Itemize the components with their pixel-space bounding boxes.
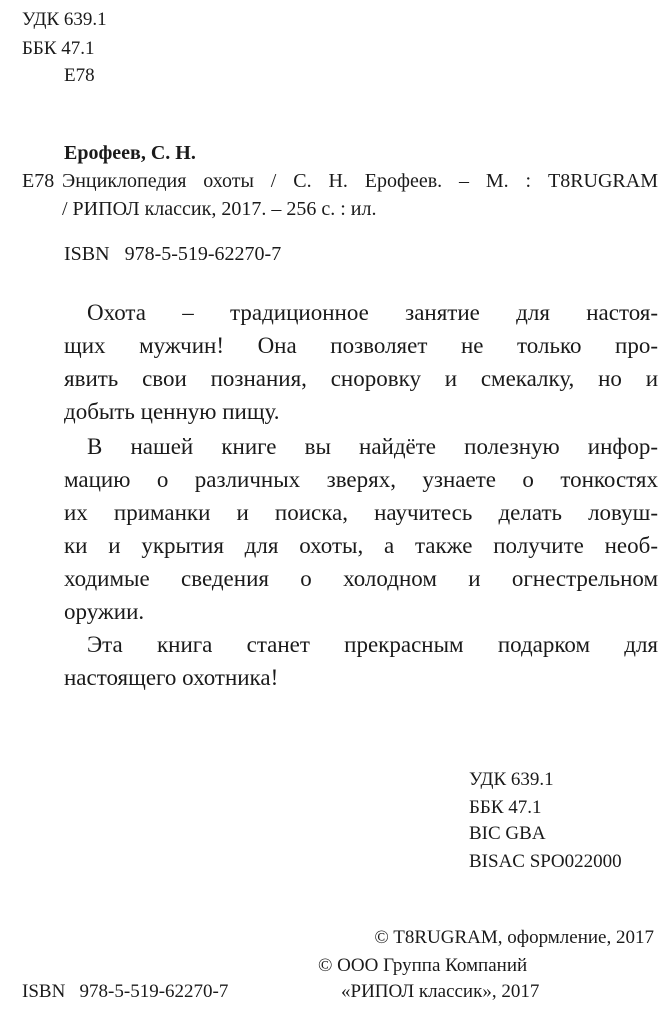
annotation-line: добыть ценную пищу. xyxy=(64,399,280,424)
footer-isbn: ISBN 978-5-519-62270-7 xyxy=(22,981,229,1002)
catalog-author-heading: Ерофеев, С. Н. xyxy=(64,142,196,164)
header-author-mark: Е78 xyxy=(64,65,95,86)
annotation-line: явить свои познания, сноровку и смекалку, но и xyxy=(64,366,658,391)
annotation-line: ки и укрытия для охоты, а также получите необ- xyxy=(64,533,658,558)
copyright-company: © ООО Группа Компаний xyxy=(318,955,528,976)
annotation-paragraph-3 xyxy=(64,628,658,694)
classification-bbk: ББК 47.1 xyxy=(469,797,542,818)
annotation-paragraph-1 xyxy=(64,296,658,428)
header-bbk: ББК 47.1 xyxy=(22,38,95,59)
copyright-publisher: «РИПОЛ классик», 2017 xyxy=(341,981,540,1002)
classification-bisac: BISAC SPO022000 xyxy=(469,851,622,872)
classification-bic: BIC GBA xyxy=(469,823,546,844)
catalog-side-mark: Е78 xyxy=(22,170,55,192)
annotation-line: Эта книга станет прекрасным подарком для xyxy=(87,632,658,657)
catalog-isbn: ISBN 978-5-519-62270-7 xyxy=(64,243,282,265)
catalog-title-line: Энциклопедия охоты / С. Н. Ерофеев. – М. : T8RUGRAM xyxy=(62,170,658,192)
annotation-line: щих мужчин! Она позволяет не только про- xyxy=(64,333,658,358)
header-udk: УДК 639.1 xyxy=(22,9,107,30)
annotation-paragraph-2 xyxy=(64,430,658,628)
annotation-line: настоящего охотника! xyxy=(64,665,279,690)
annotation-line: оружии. xyxy=(64,599,145,624)
annotation-line: Охота – традиционное занятие для настоя- xyxy=(87,300,658,325)
annotation-line: ходимые сведения о холодном и огнестрельном xyxy=(64,566,658,591)
annotation-line: их приманки и поиска, научитесь делать ловуш- xyxy=(64,500,658,525)
annotation-line: мацию о различных зверях, узнаете о тонкостях xyxy=(64,467,658,492)
copyright-design: © T8RUGRAM, оформление, 2017 xyxy=(374,927,654,948)
annotation-line: В нашей книге вы найдёте полезную инфор- xyxy=(87,434,658,459)
catalog-imprint-line: / РИПОЛ классик, 2017. – 256 с. : ил. xyxy=(62,198,377,220)
classification-udk: УДК 639.1 xyxy=(469,769,554,790)
